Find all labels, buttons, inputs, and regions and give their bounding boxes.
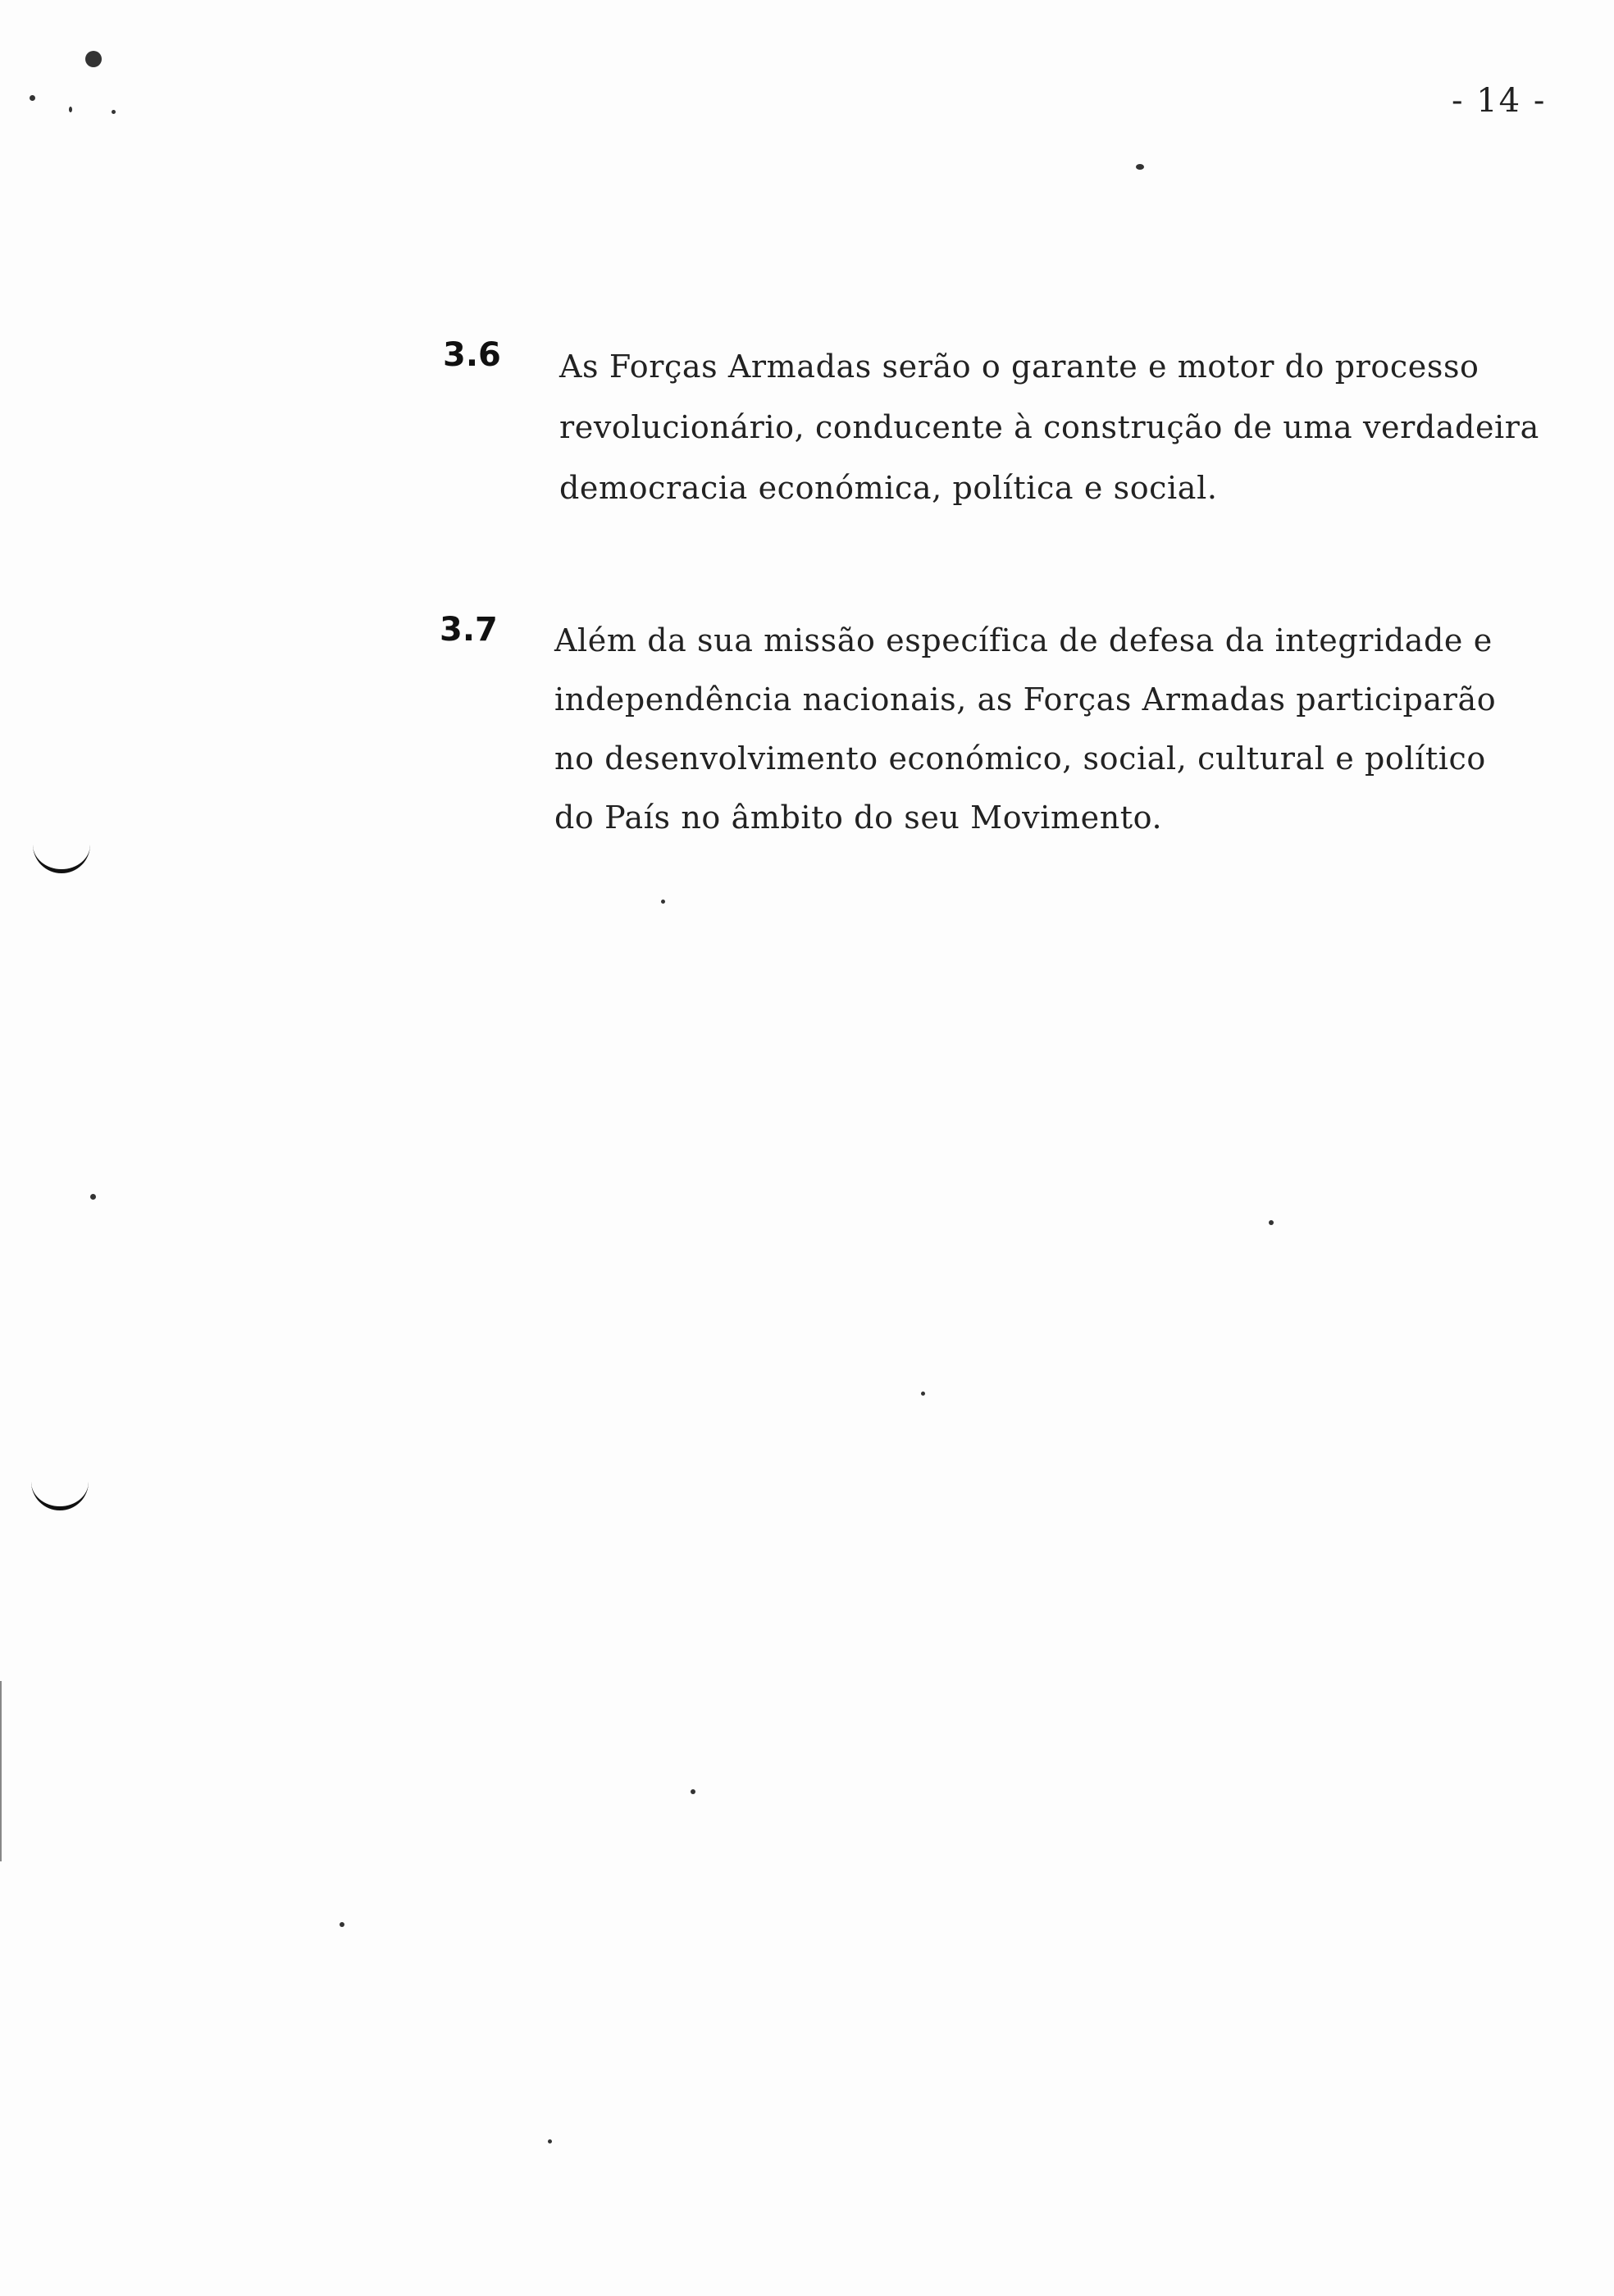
scan-speck xyxy=(921,1392,925,1396)
scan-speck xyxy=(548,2139,552,2143)
scan-speck xyxy=(1136,164,1144,170)
section-number: 3.6 xyxy=(443,336,501,374)
scan-speck xyxy=(112,110,116,114)
binder-hole-mark xyxy=(31,1474,89,1510)
scan-speck xyxy=(691,1789,695,1794)
text-line: democracia económica, política e social. xyxy=(559,470,1218,506)
scan-edge xyxy=(0,1681,2,1861)
scan-speck xyxy=(340,1922,344,1927)
text-line: Além da sua missão específica de defesa da integridade e xyxy=(554,622,1493,658)
text-line: independência nacionais, as Forças Armadas participarão xyxy=(554,681,1497,718)
section-text xyxy=(559,336,1591,518)
scan-speck xyxy=(90,1194,96,1200)
scan-speck xyxy=(661,900,665,904)
text-line: do País no âmbito do seu Movimento. xyxy=(554,800,1163,836)
text-line: As Forças Armadas serão o garante e motor do processo xyxy=(559,348,1480,385)
section-text xyxy=(554,611,1586,847)
text-line: revolucionário, conducente à construção de uma verdadeira xyxy=(559,409,1539,445)
binder-hole-mark xyxy=(33,836,90,873)
scan-speck xyxy=(1269,1220,1274,1225)
scan-speck xyxy=(30,95,35,101)
section-number: 3.7 xyxy=(440,611,498,649)
text-line: no desenvolvimento económico, social, cultural e político xyxy=(554,740,1486,777)
scan-speck xyxy=(69,107,72,112)
scan-speck xyxy=(85,51,102,67)
page-number: - 14 - xyxy=(1452,82,1547,120)
